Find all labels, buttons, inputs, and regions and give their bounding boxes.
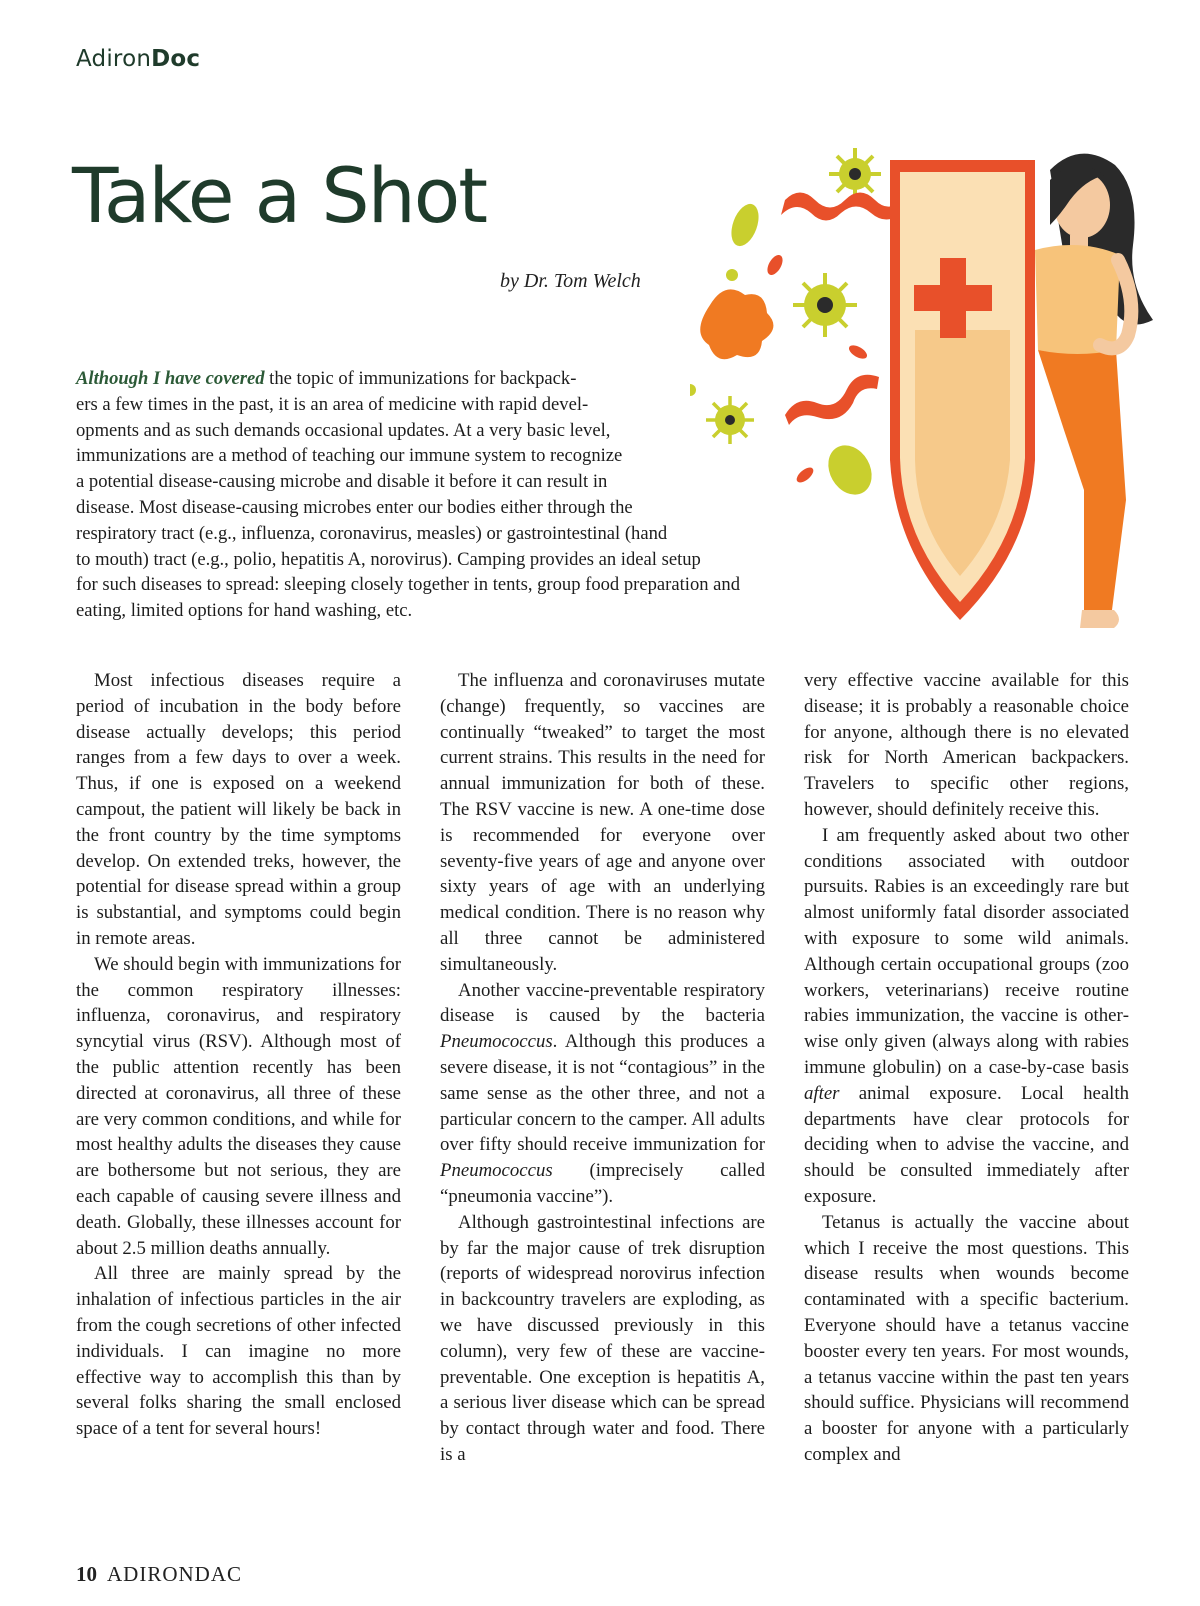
body-column-2 (440, 668, 765, 1468)
intro-line: eating, limited options for hand washing, etc. (76, 600, 413, 622)
intro-line: to mouth) tract (e.g., polio, hepatitis A, norovirus). Camping provides an ideal setup (76, 548, 701, 570)
intro-line: opments and as such demands occasional updates. At a very basic level, (76, 419, 611, 441)
woman-figure (1035, 154, 1153, 628)
body-paragraph: Although gastrointestinal infections are by far the major cause of trek disruption (reports of widespread norovirus infection in backcountry travelers are exploding, as we have discussed previously in this column), very few of these are vaccine-preventable. One exception is hepatitis A, a serious liver disease which can be spread by contact through water and food. There is a (440, 1211, 765, 1465)
body-paragraph: The influenza and coronaviruses mutate (change) frequently, so vaccines are continually “tweaked” to target the most current strains. This results in the need for annual immunization for both of these. The RSV vaccine is new. A one-time dose is recommended for everyone over seventy-five years of age and anyone over sixty years of age with an underlying medical condition. There is no reason why all three cannot be administered simultaneously. (440, 670, 765, 975)
virus-icon (829, 148, 881, 200)
bacteria-icon (700, 289, 773, 359)
article-title: Take a Shot (72, 151, 487, 240)
intro-line: ers a few times in the past, it is an area of medicine with rapid devel- (76, 393, 589, 415)
intro-line: immunizations are a method of teaching our immune system to recognize (76, 445, 623, 467)
body-paragraph: very effective vaccine available for this disease; it is probably a reasonable choice for anyone, although there is no elevated risk for North American backpackers. Travelers to specific other regions, however, should definitely receive this. (804, 670, 1129, 820)
page-footer (76, 1562, 242, 1587)
body-paragraph: Another vaccine-preventable respiratory disease is caused by the bacteria Pneumococcus. Although this produces a severe disease, it is not “contagious” in the same sense as the other three, and not a particular concern to the camper. All adults over fifty should receive immunization for Pneumococcus (imprecisely called “pneumonia vaccine”). (440, 979, 765, 1207)
intro-paragraph (76, 366, 836, 624)
virus-icon (793, 273, 857, 337)
shield-cross-icon (890, 160, 1035, 620)
body-paragraph: All three are mainly spread by the inhalation of infectious particles in the air from the cough secretions of other infected individuals. I can imagine no more effective way to accomplish this than by several folks sharing the small enclosed space of a tent for several hours! (76, 1263, 401, 1440)
body-column-1 (76, 668, 401, 1442)
intro-line: a potential disease-causing microbe and disable it before it can result in (76, 471, 608, 493)
body-paragraph: We should begin with immunizations for the common respiratory illnesses: influenza, coronavirus, and respiratory syncytial virus (RSV). Although most of the public attention recently has been directed at coronavirus, all three of these are very common conditions, and while for most healthy adults the diseases they cause are bothersome but not serious, they are each capable of causing severe illness and death. Globally, these illnesses account for about 2.5 million deaths annually. (76, 953, 401, 1259)
page-number: 10 (76, 1562, 97, 1586)
intro-line: for such diseases to spread: sleeping closely together in tents, group food preparation and (76, 574, 741, 596)
intro-line: respiratory tract (e.g., influenza, coronavirus, measles) or gastrointestinal (hand (76, 522, 668, 544)
section-tag: AdironDoc (76, 46, 201, 72)
body-column-3 (804, 668, 1129, 1468)
body-paragraph: Tetanus is actually the vaccine about which I receive the most questions. This disease results when wounds become contaminated with a specific bacterium. Everyone should have a tetanus vaccine booster every ten years. For most wounds, a tetanus vaccine within the past ten years should suffice. Physicians will recommend a booster for anyone with a particularly complex and (804, 1211, 1129, 1465)
intro-line: disease. Most disease-causing microbes enter our bodies either through the (76, 496, 633, 518)
intro-line: Although I have covered the topic of immunizations for backpack- (76, 368, 577, 389)
article-byline: by Dr. Tom Welch (500, 270, 641, 292)
body-paragraph: Most infectious diseases require a period of incubation in the body before disease actually develops; this period ranges from a few days to over a week. Thus, if one is exposed on a weekend campout, the patient will likely be back in the front country by the time symptoms develop. On extended treks, however, the potential for disease spread within a group is substantial, and symptoms could begin in remote areas. (76, 670, 401, 949)
intro-lead: Although I have covered (76, 368, 265, 389)
publication-name: ADIRONDAC (107, 1562, 242, 1586)
body-paragraph: I am frequently asked about two other conditions associated with outdoor pursuits. Rabies is an exceedingly rare but almost uniformly fatal disorder associated with exposure to some wild animals. Although certain occupational groups (zoo workers, veterinarians) receive routine rabies immunization, the vaccine is otherwise only given (always along with rabies immune globulin) on a case-by-case basis after animal exposure. Local health departments have clear protocols for deciding when to advise the vaccine, and should be consulted immediately after exposure. (804, 824, 1129, 1207)
